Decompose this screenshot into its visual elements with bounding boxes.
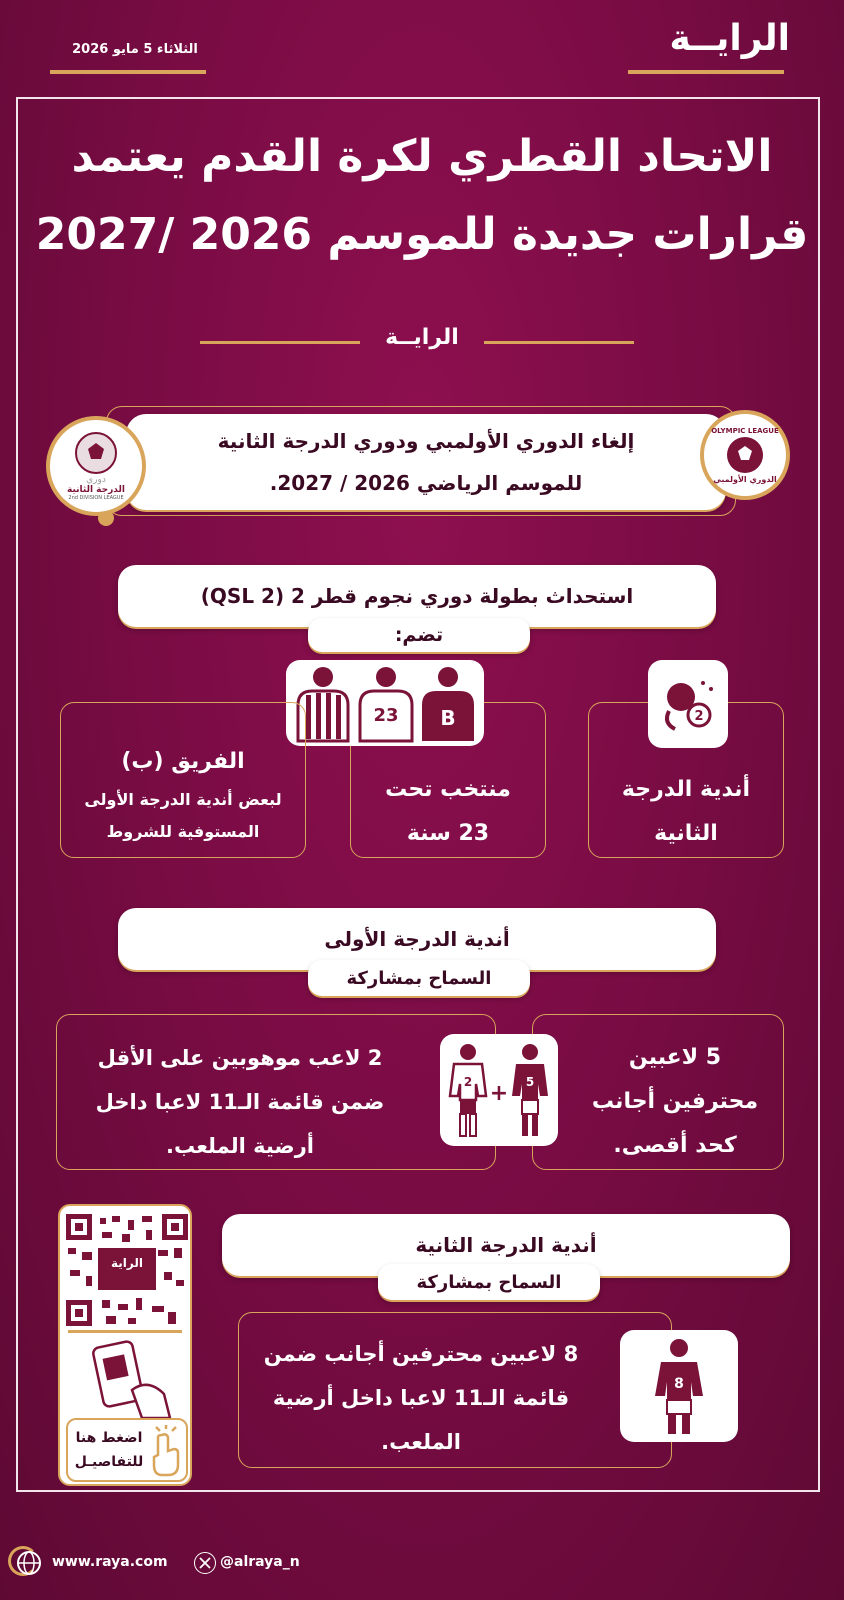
section4-sub-text: السماح بمشاركة: [416, 1271, 562, 1293]
olympic-league-logo-bottom: الدوري الأولمبي: [713, 474, 777, 484]
section1-text: إلغاء الدوري الأولمبي ودوري الدرجة الثانية للموسم الرياضي 2026 / 2027.: [217, 429, 635, 495]
player-num-2: 2: [463, 1075, 473, 1089]
title-line-2: قرارات جديدة للموسم 2026 /2027: [35, 209, 809, 260]
divider-brand: الرايــة: [385, 325, 459, 350]
qr-cta-line1[interactable]: اضغط هنا: [75, 1430, 143, 1446]
qr-cta-line2[interactable]: للتفاصيـل: [74, 1454, 144, 1470]
single-player-icon-box: [620, 1330, 738, 1442]
page-title: [30, 118, 814, 274]
card-talented-players-text: 2 لاعب موهوبين على الأقل ضمن قائمة الـ11 لاعبا داخل أرضية الملعب.: [95, 1046, 385, 1158]
globe-icon: [16, 1550, 42, 1576]
qr-cta-box[interactable]: [66, 1418, 188, 1482]
card-team-b-text: لبعض أندية الدرجة الأولى المستوفية للشروط: [84, 790, 282, 841]
player-num-5: 5: [525, 1075, 535, 1089]
card-team-b-heading: الفريق (ب): [121, 749, 245, 774]
footer-website[interactable]: www.raya.com: [52, 1554, 168, 1570]
divider-line-right: [484, 341, 634, 344]
jersey-23-number: 23: [373, 705, 399, 726]
section3-sub: [308, 960, 530, 996]
phone-scan-icon: [76, 1338, 176, 1422]
header-date: الثلاثاء 5 مايو 2026: [72, 42, 198, 57]
section2-sub-text: تضم:: [394, 624, 444, 646]
jersey-b-letter: B: [440, 706, 456, 730]
qr-code-icon[interactable]: [66, 1214, 188, 1326]
card-foreign-pros-text: 5 لاعبين محترفين أجانب كحد أقصى.: [591, 1045, 759, 1158]
olympic-league-logo-top: OLYMPIC LEAGUE: [711, 426, 779, 435]
player-8-icon: [649, 1336, 709, 1436]
header-right-underline: [628, 70, 784, 74]
second-division-logo-line3: 2nd DIVISION LEAGUE: [68, 495, 124, 501]
football-icon: [74, 431, 118, 475]
second-division-logo-line2: الدرجة الثانية: [67, 485, 125, 495]
section1-banner: [126, 414, 726, 510]
divider-line-left: [200, 341, 360, 344]
second-division-logo: [46, 416, 146, 516]
brand-logo-text: الرايــة: [669, 18, 790, 59]
players-plus-icon-box: [440, 1034, 558, 1146]
title-line-1: الاتحاد القطري لكرة القدم يعتمد: [71, 131, 773, 182]
section3-sub-text: السماح بمشاركة: [346, 967, 492, 989]
plus-sign: +: [489, 1081, 509, 1106]
teams-icon-box: [286, 660, 484, 746]
players-icon: [292, 663, 478, 743]
qr-panel[interactable]: [58, 1204, 192, 1486]
player-num-8: 8: [674, 1376, 684, 1392]
section4-sub: [378, 1264, 600, 1300]
section2-title-text: استحداث بطولة دوري نجوم قطر 2 (QSL 2): [200, 584, 634, 608]
section4-title-text: أندية الدرجة الثانية: [415, 1233, 597, 1257]
two-players-icon: [444, 1038, 554, 1142]
header-left-underline: [50, 70, 206, 74]
section3-title-text: أندية الدرجة الأولى: [324, 927, 510, 951]
badge-num: 2: [694, 709, 704, 724]
olympic-league-logo: [700, 410, 790, 500]
card-u23-text: منتخب تحت 23 سنة: [385, 777, 511, 846]
tap-hand-icon[interactable]: [146, 1425, 186, 1477]
football-icon: [725, 435, 765, 475]
card-second-division-pros-text: 8 لاعبين محترفين أجانب ضمن قائمة الـ11 لاعبا داخل أرضية الملعب.: [263, 1342, 579, 1454]
brand-logo: [660, 18, 790, 64]
footer-handle[interactable]: @alraya_n: [220, 1554, 300, 1570]
x-glyph-icon: [199, 1557, 211, 1569]
section2-sub: [308, 618, 530, 652]
card-second-division-text: أندية الدرجة الثانية: [621, 777, 751, 846]
x-logo-icon[interactable]: [194, 1552, 216, 1574]
qr-divider: [68, 1330, 182, 1333]
ball-badge-icon: [655, 671, 721, 737]
second-division-logo-line1: دوري: [86, 475, 106, 485]
qr-brand: الراية: [111, 1256, 143, 1270]
second-division-badge: [648, 660, 728, 748]
